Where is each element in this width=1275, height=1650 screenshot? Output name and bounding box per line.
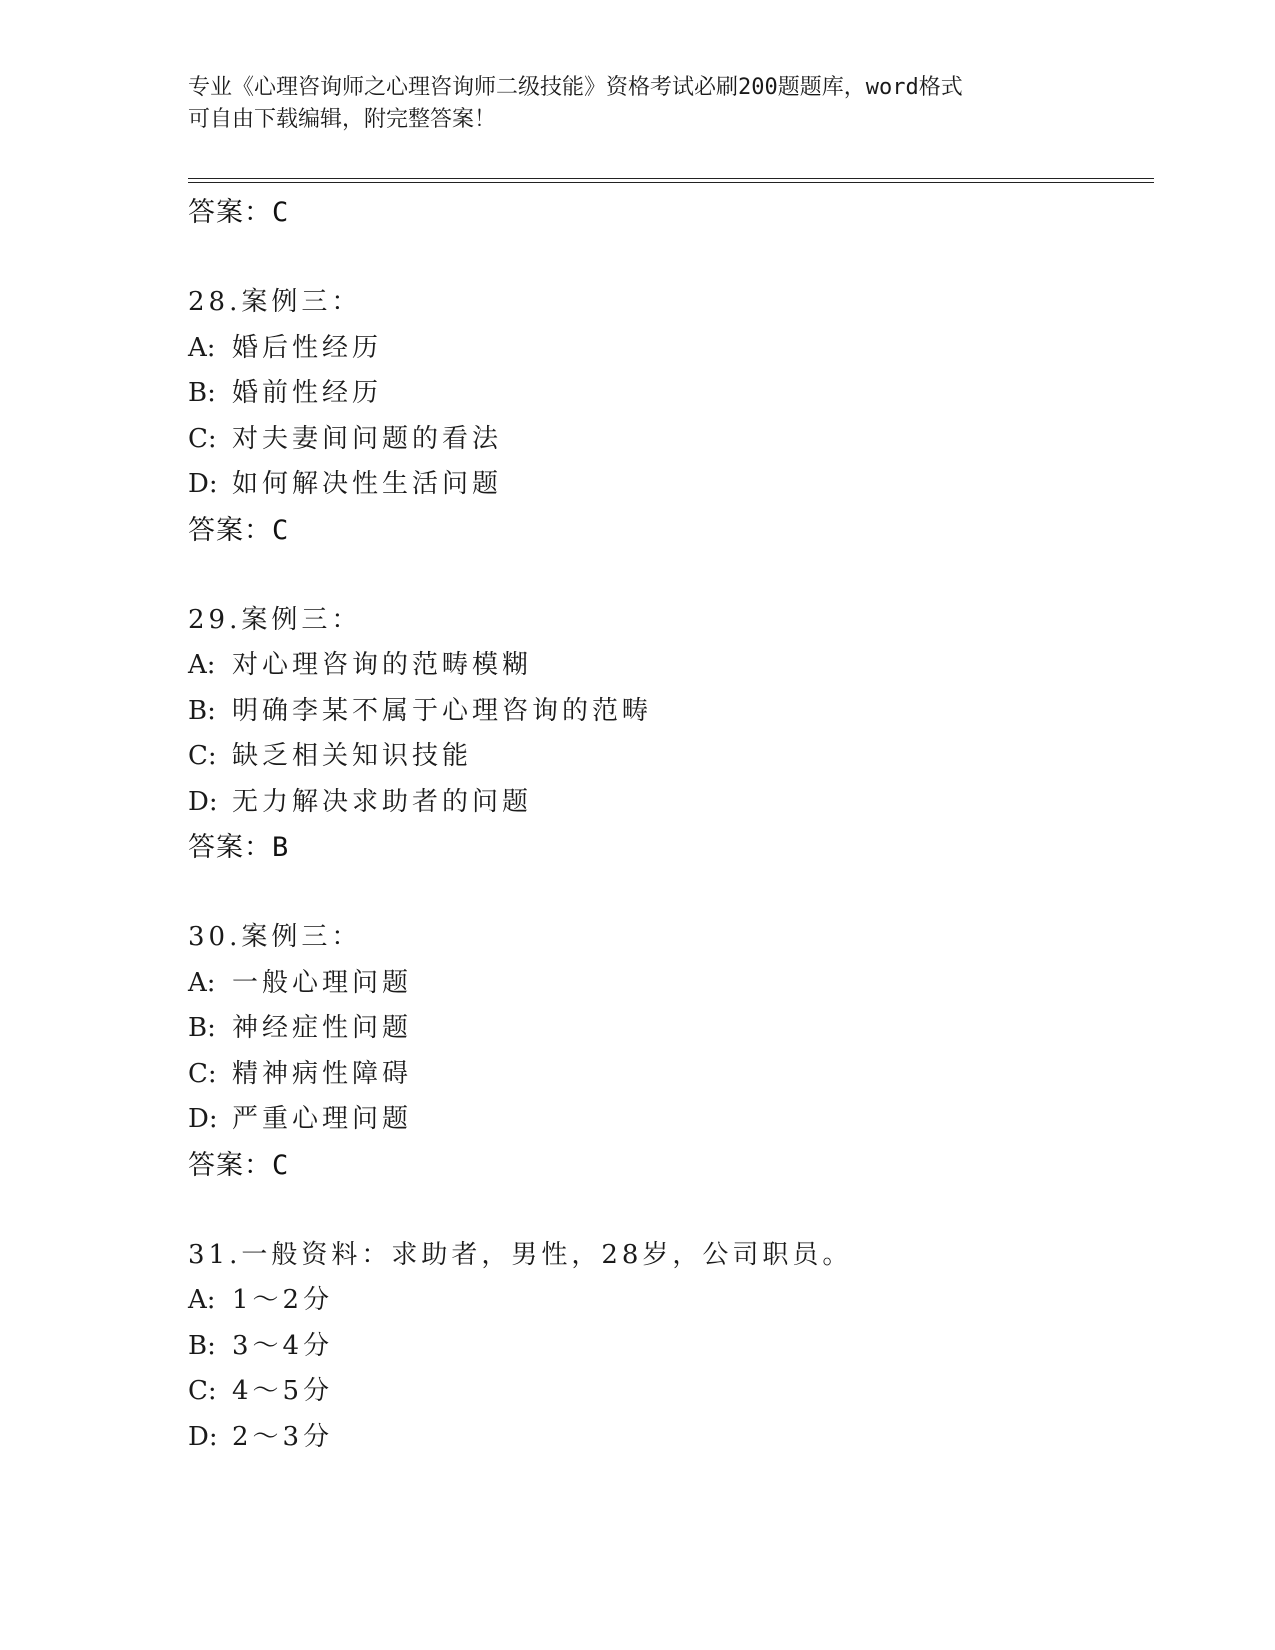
- option-text: 如何解决性生活问题: [232, 469, 503, 499]
- option-letter: B:: [188, 1330, 216, 1361]
- option-letter: D:: [188, 786, 218, 817]
- question-title: 31.一般资料：求助者，男性，28岁，公司职员。: [188, 1239, 853, 1270]
- option-letter: D:: [188, 1421, 218, 1452]
- answer-label: 答案：C: [188, 1149, 290, 1181]
- option-c: [188, 734, 1154, 780]
- option-text: 对心理咨询的范畴模糊: [232, 650, 533, 680]
- option-letter: C:: [188, 423, 217, 454]
- option-d: [188, 1415, 1154, 1461]
- option-a: [188, 1278, 1154, 1324]
- option-letter: B:: [188, 695, 216, 726]
- option-b: [188, 1006, 1154, 1052]
- answer-label: 答案：B: [188, 832, 290, 863]
- option-letter: A:: [188, 967, 216, 998]
- option-letter: A:: [188, 1285, 216, 1315]
- question-29: [188, 598, 1154, 872]
- option-letter: D:: [188, 469, 218, 499]
- option-text: 无力解决求助者的问题: [232, 786, 533, 817]
- answer-label: 答案：C: [188, 197, 290, 228]
- option-letter: A:: [188, 332, 216, 363]
- option-text: 精神病性障碍: [232, 1058, 413, 1089]
- option-text: 明确李某不属于心理咨询的范畴: [232, 695, 653, 726]
- option-c: [188, 1369, 1154, 1415]
- option-letter: C:: [188, 741, 217, 771]
- option-d: [188, 462, 1154, 508]
- option-text: 2～3分: [232, 1421, 334, 1452]
- option-letter: D:: [188, 1104, 218, 1134]
- document-header: [188, 72, 1088, 136]
- question-30: [188, 915, 1154, 1189]
- question-31: [188, 1233, 1154, 1461]
- option-a: [188, 643, 1154, 689]
- header-line-2: 可自由下载编辑，附完整答案！: [188, 107, 497, 132]
- option-d: [188, 1097, 1154, 1143]
- option-b: [188, 371, 1154, 417]
- question-title: 29.案例三：: [188, 604, 362, 635]
- option-text: 婚前性经历: [232, 378, 383, 408]
- option-b: [188, 689, 1154, 735]
- option-a: [188, 326, 1154, 372]
- option-text: 1～2分: [232, 1285, 334, 1315]
- option-c: [188, 417, 1154, 463]
- option-text: 对夫妻间问题的看法: [232, 423, 503, 454]
- option-text: 婚后性经历: [232, 332, 383, 363]
- option-letter: C:: [188, 1058, 217, 1089]
- header-double-rule: [188, 178, 1154, 183]
- option-letter: B:: [188, 1013, 216, 1043]
- option-a: [188, 961, 1154, 1007]
- option-letter: C:: [188, 1376, 217, 1406]
- question-28: [188, 280, 1154, 554]
- question-title: 30.案例三：: [188, 922, 362, 952]
- option-text: 神经症性问题: [232, 1013, 413, 1043]
- question-title: 28.案例三：: [188, 287, 362, 317]
- option-text: 4～5分: [232, 1376, 334, 1406]
- option-text: 缺乏相关知识技能: [232, 741, 473, 771]
- answer-label: 答案：C: [188, 514, 290, 546]
- option-letter: A:: [188, 650, 216, 680]
- document-body: [188, 190, 1154, 1460]
- option-text: 一般心理问题: [232, 967, 413, 998]
- option-text: 3～4分: [232, 1330, 334, 1361]
- option-b: [188, 1324, 1154, 1370]
- option-d: [188, 780, 1154, 826]
- header-line-1: 专业《心理咨询师之心理咨询师二级技能》资格考试必刷200题题库，word格式: [188, 75, 963, 100]
- option-c: [188, 1052, 1154, 1098]
- option-letter: B:: [188, 378, 216, 408]
- option-text: 严重心理问题: [232, 1104, 413, 1134]
